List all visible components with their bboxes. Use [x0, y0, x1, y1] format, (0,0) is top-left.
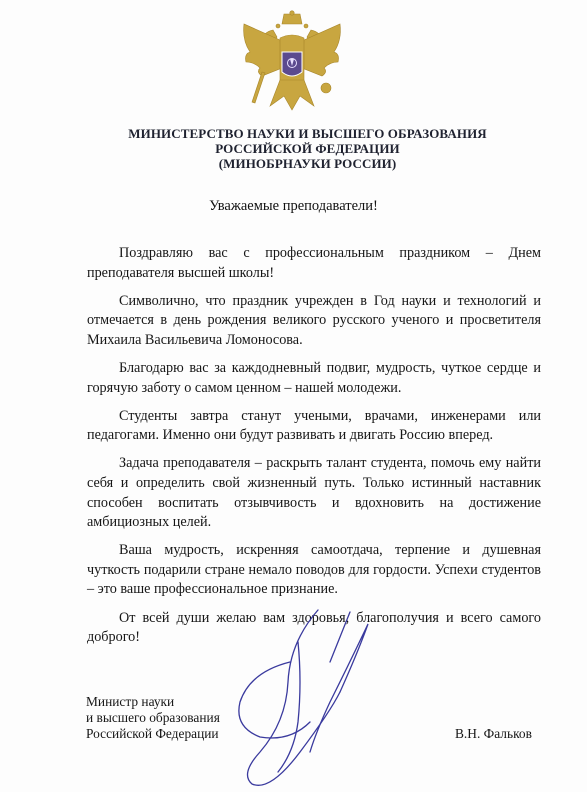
signer-name: В.Н. Фальков — [455, 726, 532, 741]
letter-body — [87, 244, 541, 656]
paragraph: Ваша мудрость, искренняя самоотдача, терпение и душевная чуткость подарили стране немало поводов для гордости. Успехи студентов – это ваше профессиональное признание. — [87, 542, 541, 598]
signer-title-line: и высшего образования — [86, 710, 220, 725]
handwritten-signature — [230, 602, 375, 792]
ministry-header — [0, 126, 587, 171]
signer-title-line: Министр науки — [86, 694, 175, 709]
signer-title-line: Российской Федерации — [86, 726, 219, 741]
ministry-line: МИНИСТЕРСТВО НАУКИ И ВЫСШЕГО ОБРАЗОВАНИЯ — [128, 126, 487, 141]
paragraph: Благодарю вас за каждодневный подвиг, мудрость, чуткое сердце и горячую заботу о самом ценном – нашей молодежи. — [87, 359, 541, 396]
paragraph: Символично, что праздник учрежден в Год науки и технологий и отмечается в день рождения великого русского ученого и просветителя Михаила Васильевича Ломоносова. — [87, 292, 541, 348]
ministry-line: РОССИЙСКОЙ ФЕДЕРАЦИИ — [215, 141, 400, 156]
paragraph: Задача преподавателя – раскрыть талант студента, помочь ему найти себя и определить свой жизненный путь. Только истинный наставник способен воспитать отзывчивость и вдохновить на достижение амбициозных целей. — [87, 455, 541, 531]
signer-title — [86, 694, 220, 742]
ministry-line: (МИНОБРНАУКИ РОССИИ) — [218, 156, 397, 171]
paragraph: Поздравляю вас с профессиональным праздником – Днем преподавателя высшей школы! — [87, 245, 541, 281]
double-headed-eagle-emblem-icon — [240, 10, 344, 118]
paragraph: От всей души желаю вам здоровья, благополучия и всего самого доброго! — [87, 609, 541, 646]
greeting: Уважаемые преподаватели! — [209, 198, 378, 214]
paragraph: Студенты завтра станут учеными, врачами, инженерами или педагогами. Именно они будут развивать и двигать Россию вперед. — [87, 407, 541, 444]
